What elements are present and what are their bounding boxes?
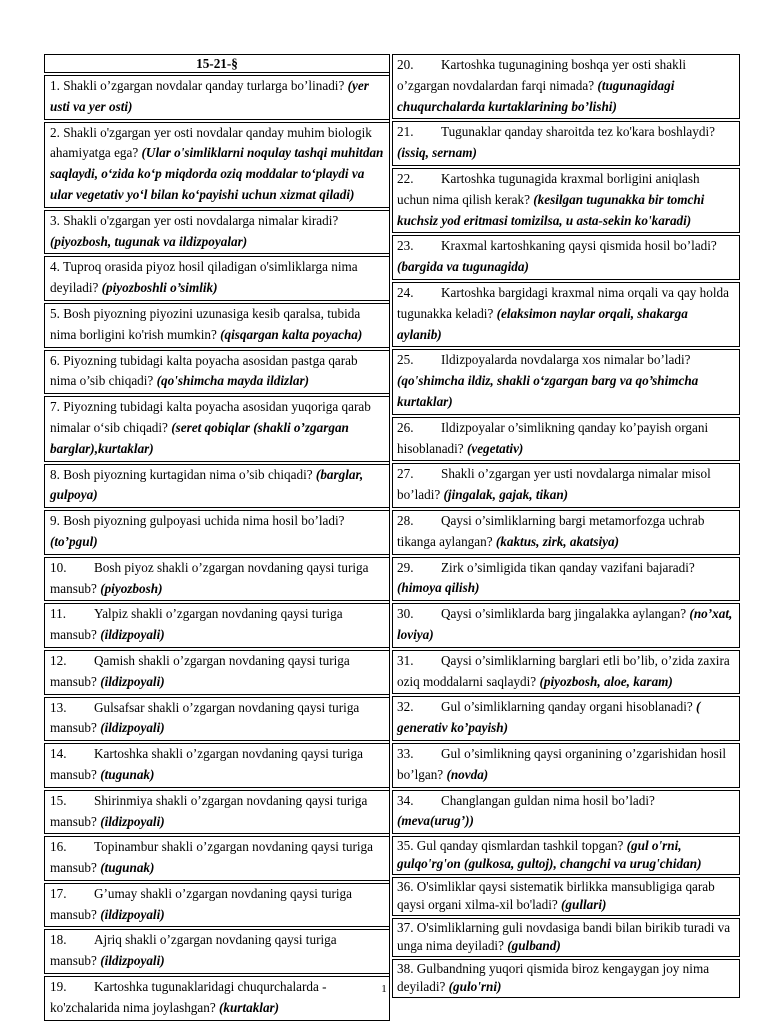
question-text: Shakli o'zgargan yer osti novdalarga nimalar kiradi? bbox=[59, 212, 339, 228]
question-item bbox=[392, 557, 740, 602]
question-number: 33. bbox=[397, 745, 414, 761]
question-text: Yalpiz shakli o’zgargan novdaning qaysi turiga mansub? bbox=[50, 606, 343, 643]
question-text: Kartoshka tugunaklaridagi chuqurchalarda - ko'zchalarida nima joylashgan? bbox=[50, 979, 327, 1015]
question-number: 1. bbox=[50, 78, 60, 93]
question-number: 14. bbox=[50, 746, 67, 762]
answer-text: (qisqargan kalta poyacha) bbox=[220, 326, 363, 342]
question-number: 11. bbox=[50, 606, 66, 622]
question-item bbox=[44, 929, 390, 974]
question-number: 20. bbox=[397, 57, 414, 72]
question-item bbox=[44, 303, 390, 348]
question-text: Tugunaklar qanday sharoitda tez ko'kara boshlaydi? bbox=[441, 124, 715, 140]
question-item bbox=[392, 877, 740, 916]
question-item bbox=[44, 743, 390, 788]
right-question-list bbox=[392, 54, 740, 998]
question-item bbox=[392, 510, 740, 555]
question-item bbox=[44, 256, 390, 301]
answer-text: (yer usti va yer osti) bbox=[50, 78, 369, 114]
page-number: 1 bbox=[381, 983, 387, 995]
question-number: 6. bbox=[50, 352, 60, 368]
right-column bbox=[392, 54, 740, 1000]
question-text: Ajriq shakli o’zgargan novdaning qaysi turiga mansub? bbox=[50, 932, 337, 969]
column-divider bbox=[389, 54, 390, 980]
question-number: 7. bbox=[50, 399, 60, 415]
answer-text: (piyozboshli o’simlik) bbox=[101, 280, 218, 296]
answer-text: (ildizpoyali) bbox=[100, 953, 165, 969]
question-text: Piyozning tubidagi kalta poyacha asosidan pastga qarab nima o’sib chiqadi? bbox=[50, 352, 358, 389]
question-number: 29. bbox=[397, 559, 414, 575]
answer-text: (qo'shimcha mayda ildizlar) bbox=[156, 373, 309, 389]
question-number: 37. bbox=[397, 920, 414, 936]
question-item bbox=[392, 54, 740, 119]
question-number: 3. bbox=[50, 212, 60, 228]
answer-text: (piyozbosh, tugunak va ildizpoyalar) bbox=[50, 233, 248, 249]
answer-text: (ildizpoyali) bbox=[100, 720, 165, 736]
question-item bbox=[392, 463, 740, 508]
question-text: Kraxmal kartoshkaning qaysi qismida hosil bo’ladi? bbox=[441, 238, 717, 254]
answer-text: (gulband) bbox=[507, 938, 561, 954]
answer-text: (issiq, sernam) bbox=[397, 145, 477, 161]
question-number: 17. bbox=[50, 885, 67, 901]
question-item bbox=[44, 650, 390, 695]
question-text: Qaysi o’simliklarning barglari etli bo’lib, o’zida zaxira oziq moddalarni saqlaydi? bbox=[397, 652, 730, 689]
question-text: Gulbandning yuqori qismida biroz kengaygan joy nima deyiladi? bbox=[397, 961, 710, 995]
question-number: 8. bbox=[50, 466, 60, 482]
question-item bbox=[44, 510, 390, 555]
answer-text: (gullari) bbox=[561, 897, 607, 913]
question-text: Shakli o’zgargan novdalar qanday turlarga bo’linadi? bbox=[59, 78, 348, 93]
question-number: 4. bbox=[50, 259, 60, 275]
answer-text: (no’xat, loviya) bbox=[397, 606, 733, 642]
question-number: 9. bbox=[50, 513, 60, 529]
question-item bbox=[392, 743, 740, 788]
answer-text: (tugunak) bbox=[100, 860, 155, 876]
answer-text: (kesilgan tugunakka bir tomchi kuchsiz yod eritmasi tomizilsa, u asta-sekin ko'karadi) bbox=[397, 191, 705, 228]
question-number: 24. bbox=[397, 284, 414, 300]
question-number: 38. bbox=[397, 961, 414, 977]
question-text: G’umay shakli o’zgargan novdaning qaysi turiga mansub? bbox=[50, 885, 352, 922]
question-item bbox=[44, 75, 390, 120]
question-item bbox=[44, 350, 390, 395]
question-item bbox=[44, 836, 390, 881]
question-text: Ildizpoyalarda novdalarga xos nimalar bo’ladi? bbox=[441, 352, 691, 368]
question-item bbox=[392, 282, 740, 347]
answer-text: (ildizpoyali) bbox=[100, 627, 165, 643]
question-number: 25. bbox=[397, 352, 414, 368]
question-number: 10. bbox=[50, 559, 67, 575]
left-column bbox=[44, 54, 390, 1023]
question-text: Qaysi o’simliklarda barg jingalakka aylangan? bbox=[441, 606, 690, 622]
question-number: 2. bbox=[50, 124, 60, 140]
question-number: 15. bbox=[50, 792, 67, 808]
answer-text: (elaksimon naylar orqali, shakarga aylanib) bbox=[397, 305, 688, 342]
question-text: Ildizpoyalar o’simlikning qanday ko’payish organi hisoblanadi? bbox=[397, 419, 709, 456]
question-text: Changlangan guldan nima hosil bo’ladi? bbox=[441, 792, 655, 808]
question-item bbox=[392, 696, 740, 741]
question-text: Bosh piyozning piyozini uzunasiga kesib qaralsa, tubida nima borligini ko'rish mumkin? bbox=[50, 305, 361, 342]
question-text: Gul o’simlikning qaysi organining o’zgarishidan hosil bo’lgan? bbox=[397, 745, 727, 782]
answer-text: (bargida va tugunagida) bbox=[397, 259, 529, 275]
question-number: 12. bbox=[50, 652, 67, 668]
question-number: 35. bbox=[397, 838, 414, 854]
question-item bbox=[44, 603, 390, 648]
question-item bbox=[44, 790, 390, 835]
question-text: Gul o’simliklarning qanday organi hisoblanadi? bbox=[441, 699, 697, 715]
question-text: Shirinmiya shakli o’zgargan novdaning qaysi turiga mansub? bbox=[50, 792, 368, 829]
question-number: 28. bbox=[397, 512, 414, 528]
answer-text: (piyozbosh) bbox=[100, 580, 163, 596]
question-number: 27. bbox=[397, 466, 414, 482]
answer-text: (ildizpoyali) bbox=[100, 673, 165, 689]
answer-text: (jingalak, gajak, tikan) bbox=[443, 487, 569, 503]
question-text: Piyozning tubidagi kalta poyacha asosidan yuqoriga qarab nimalar o‘sib chiqadi? bbox=[50, 399, 371, 435]
answer-text: (gul o'rni, gulqo'rg'on (gulkosa, gultoj), changchi va urug'chidan) bbox=[397, 838, 702, 872]
answer-text: (tugunak) bbox=[100, 766, 155, 782]
question-number: 30. bbox=[397, 606, 414, 622]
question-item bbox=[44, 210, 390, 255]
answer-text: (meva(urug’)) bbox=[397, 813, 474, 829]
left-question-list bbox=[44, 75, 390, 1021]
question-number: 31. bbox=[397, 652, 414, 668]
question-number: 23. bbox=[397, 238, 414, 254]
question-text: Gul qanday qismlardan tashkil topgan? bbox=[413, 838, 627, 854]
question-item bbox=[392, 790, 740, 835]
question-text: Qamish shakli o’zgargan novdaning qaysi turiga mansub? bbox=[50, 652, 350, 689]
question-text: Shakli o'zgargan yer osti novdalar qanday muhim biologik ahamiyatga ega? bbox=[50, 124, 372, 161]
answer-text: (tugunagidagi chuqurchalarda kurtaklarining bo’lishi) bbox=[397, 77, 675, 114]
question-item bbox=[392, 650, 740, 695]
question-item bbox=[392, 918, 740, 957]
answer-text: (himoya qilish) bbox=[397, 580, 480, 596]
question-number: 13. bbox=[50, 699, 67, 715]
question-number: 36. bbox=[397, 879, 414, 895]
question-number: 32. bbox=[397, 699, 414, 715]
answer-text: (kurtaklar) bbox=[218, 999, 280, 1015]
section-title: 15-21-§ bbox=[44, 54, 390, 73]
question-item bbox=[392, 168, 740, 233]
question-item bbox=[392, 349, 740, 414]
question-text: Qaysi o’simliklarning bargi metamorfozga uchrab tikanga aylangan? bbox=[397, 512, 705, 549]
question-number: 19. bbox=[50, 979, 67, 995]
answer-text: (seret qobiqlar (shakli o’zgargan barglar),kurtaklar) bbox=[50, 419, 349, 456]
question-number: 18. bbox=[50, 932, 67, 948]
question-text: Bosh piyozning gulpoyasi uchida nima hosil bo’ladi? bbox=[59, 513, 345, 529]
question-text: Kartoshka bargidagi kraxmal nima orqali va qay holda tugunakka keladi? bbox=[397, 284, 729, 321]
answer-text: (novda) bbox=[446, 766, 489, 782]
question-item bbox=[392, 121, 740, 166]
answer-text: (to’pgul) bbox=[50, 533, 98, 549]
question-item bbox=[392, 603, 740, 648]
question-item bbox=[44, 883, 390, 928]
question-item bbox=[44, 697, 390, 742]
answer-text: (piyozbosh, aloe, karam) bbox=[539, 673, 673, 689]
question-text: Shakli o’zgargan yer usti novdalarga nimalar misol bo’ladi? bbox=[397, 466, 711, 503]
question-text: O'simliklar qaysi sistematik birlikka mansubligiga qarab qaysi organi xilma-xil bo'ladi? bbox=[397, 879, 715, 913]
question-text: Bosh piyozning kurtagidan nima o’sib chiqadi? bbox=[59, 466, 316, 482]
question-number: 21. bbox=[397, 124, 414, 140]
question-item bbox=[392, 836, 740, 875]
question-item bbox=[44, 464, 390, 509]
answer-text: (kaktus, zirk, akatsiya) bbox=[495, 533, 619, 549]
question-item bbox=[44, 557, 390, 602]
question-text: Tuproq orasida piyoz hosil qiladigan o'simliklarga nima deyiladi? bbox=[50, 259, 358, 296]
question-number: 34. bbox=[397, 792, 414, 808]
question-text: Bosh piyoz shakli o’zgargan novdaning qaysi turiga mansub? bbox=[50, 559, 369, 596]
question-text: Topinambur shakli o’zgargan novdaning qaysi turiga mansub? bbox=[50, 839, 374, 876]
answer-text: (Ular o'simliklarni noqulay tashqi muhitdan saqlaydi, o‘zida ko‘p miqdorda oziq moddalar to‘playdi va ular vegetativ yo‘l bilan ko‘payishi uchun xizmat qiladi) bbox=[50, 145, 384, 202]
answer-text: (qo'shimcha ildiz, shakli o‘zgargan barg va qo’shimcha kurtaklar) bbox=[397, 373, 699, 409]
question-number: 5. bbox=[50, 305, 60, 321]
answer-text: (gulo'rni) bbox=[448, 979, 502, 995]
question-item bbox=[392, 417, 740, 462]
answer-text: (ildizpoyali) bbox=[100, 813, 165, 829]
question-item bbox=[392, 235, 740, 280]
question-item bbox=[44, 396, 390, 461]
answer-text: (ildizpoyali) bbox=[100, 906, 165, 922]
answer-text: ( generativ ko’payish) bbox=[397, 699, 701, 736]
answer-text: (vegetativ) bbox=[466, 440, 524, 456]
question-text: Kartoshka tugunagining boshqa yer osti shakli o’zgargan novdalardan farqi nimada? bbox=[397, 57, 687, 93]
question-item bbox=[44, 122, 390, 208]
question-text: Zirk o’simligida tikan qanday vazifani bajaradi? bbox=[441, 559, 695, 575]
question-text: O'simliklarning guli novdasiga bandi bilan birikib turadi va unga nima deyiladi? bbox=[397, 920, 731, 954]
question-text: Kartoshka shakli o’zgargan novdaning qaysi turiga mansub? bbox=[50, 746, 363, 782]
question-text: Kartoshka tugunagida kraxmal borligini aniqlash uchun nima qilish kerak? bbox=[397, 170, 700, 207]
question-number: 16. bbox=[50, 839, 67, 855]
question-number: 22. bbox=[397, 170, 414, 186]
answer-text: (barglar, gulpoya) bbox=[50, 466, 364, 503]
question-text: Gulsafsar shakli o’zgargan novdaning qaysi turiga mansub? bbox=[50, 699, 360, 736]
question-number: 26. bbox=[397, 419, 414, 435]
